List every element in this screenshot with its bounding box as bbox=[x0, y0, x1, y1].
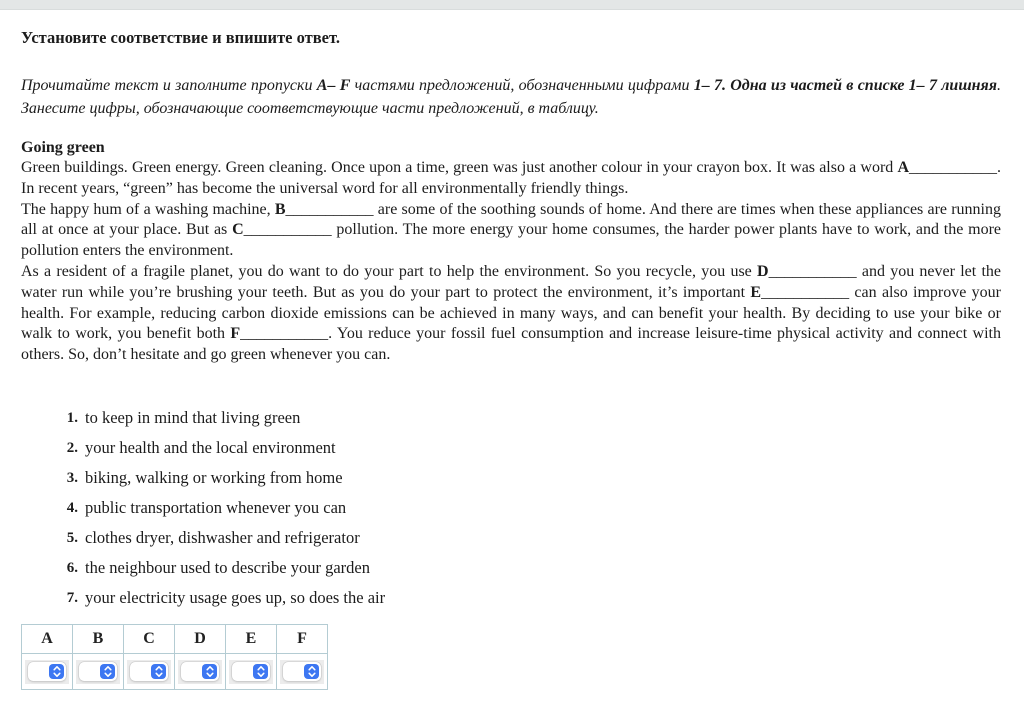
passage-text: ___________ pollution. The more energy your home consumes, the harder power plants have to work, and the more pollution enters the environment. bbox=[21, 221, 1002, 260]
options-list bbox=[61, 408, 1001, 609]
gap-label-f: F bbox=[230, 325, 241, 343]
gap-label-b: B bbox=[274, 200, 286, 218]
option-number: 4. bbox=[66, 499, 78, 516]
passage-text: Green buildings. Green energy. Green cleaning. Once upon a time, green was just another colour in your crayon box. It was also a word bbox=[21, 159, 898, 176]
option-number: 6. bbox=[66, 559, 78, 576]
option-item-6 bbox=[61, 558, 1001, 579]
option-item-7 bbox=[61, 588, 1001, 609]
answer-table-input-row bbox=[22, 654, 328, 690]
up-down-arrows-icon bbox=[202, 664, 217, 679]
answer-column-a: A bbox=[22, 625, 73, 654]
gap-label-a: A bbox=[897, 159, 909, 176]
option-text: to keep in mind that living green bbox=[85, 407, 301, 427]
option-item-1 bbox=[61, 408, 1001, 429]
answer-column-e: E bbox=[226, 625, 277, 654]
top-bar bbox=[0, 0, 1024, 10]
instructions-text-bold: 1– 7. bbox=[693, 77, 726, 94]
instructions-text: . Занесите цифры, обозначающие соответствующие части предложений, в таблицу. bbox=[21, 77, 1002, 117]
option-item-5 bbox=[61, 528, 1001, 549]
answer-column-c: C bbox=[124, 625, 175, 654]
answer-select-f[interactable] bbox=[280, 660, 324, 684]
option-number: 7. bbox=[66, 589, 78, 606]
passage-text: ___________. In recent years, “green” has become the universal word for all environmentally friendly things. bbox=[21, 159, 1001, 197]
option-text: your health and the local environment bbox=[85, 437, 336, 457]
up-down-arrows-icon bbox=[100, 664, 115, 679]
option-number: 5. bbox=[66, 529, 78, 546]
option-text: the neighbour used to describe your garden bbox=[85, 557, 370, 577]
gap-label-c: C bbox=[232, 221, 244, 239]
instructions-paragraph bbox=[21, 74, 1001, 120]
passage-paragraph-3 bbox=[21, 262, 1001, 366]
instructions-text-bold: Одна из частей в списке 1– 7 лишняя bbox=[730, 77, 998, 94]
answer-table bbox=[21, 624, 328, 690]
answer-select-a[interactable] bbox=[25, 660, 69, 684]
up-down-arrows-icon bbox=[304, 664, 319, 679]
answer-column-b: B bbox=[73, 625, 124, 654]
option-item-2 bbox=[61, 438, 1001, 459]
instructions-text: Прочитайте текст и заполните пропуски bbox=[21, 77, 317, 94]
up-down-arrows-icon bbox=[49, 664, 64, 679]
passage-text: As a resident of a fragile planet, you do want to do your part to help the environment. So you recycle, you use bbox=[21, 262, 758, 280]
option-item-3 bbox=[61, 468, 1001, 489]
option-number: 1. bbox=[66, 409, 78, 426]
passage-paragraph-1 bbox=[21, 158, 1001, 200]
option-text: biking, walking or working from home bbox=[85, 467, 343, 487]
gap-label-e: E bbox=[750, 283, 762, 301]
option-text: your electricity usage goes up, so does the air bbox=[85, 587, 386, 607]
answer-select-c[interactable] bbox=[127, 660, 171, 684]
passage-paragraph-2 bbox=[21, 200, 1001, 262]
instructions-text-bold: А– F bbox=[316, 77, 351, 94]
task-heading: Установите соответствие и впишите ответ. bbox=[21, 28, 340, 47]
exercise-page bbox=[0, 10, 1024, 690]
passage-text: ___________ can also improve your health. For example, reducing carbon dioxide emissions can be achieved in many ways, and can benefit your health. By deciding to use your bike or walk to work, you benefit both bbox=[21, 283, 1002, 343]
passage-text: ___________. You reduce your fossil fuel consumption and increase leisure-time physical activity and connect with others. So, don’t hesitate and go green whenever you can. bbox=[21, 325, 1001, 364]
answer-select-b[interactable] bbox=[76, 660, 120, 684]
answer-table-header-row bbox=[22, 625, 328, 654]
passage-title: Going green bbox=[21, 139, 105, 156]
gap-label-d: D bbox=[757, 262, 769, 280]
answer-select-e[interactable] bbox=[229, 660, 273, 684]
option-number: 3. bbox=[66, 469, 78, 486]
passage bbox=[21, 137, 1001, 366]
answer-select-d[interactable] bbox=[178, 660, 222, 684]
up-down-arrows-icon bbox=[151, 664, 166, 679]
passage-text: The happy hum of a washing machine, bbox=[21, 200, 275, 218]
option-item-4 bbox=[61, 498, 1001, 519]
instructions-text: частями предложений, обозначенными цифрами bbox=[350, 77, 694, 94]
passage-text: ___________ are some of the soothing sounds of home. And there are times when these appliances are running all at once at your place. But as bbox=[21, 200, 1002, 239]
up-down-arrows-icon bbox=[253, 664, 268, 679]
passage-text: ___________ and you never let the water run while you’re brushing your teeth. But as you do your part to protect the environment, it’s important bbox=[21, 262, 1001, 301]
option-number: 2. bbox=[66, 439, 78, 456]
answer-column-d: D bbox=[175, 625, 226, 654]
option-text: clothes dryer, dishwasher and refrigerator bbox=[85, 527, 360, 547]
option-text: public transportation whenever you can bbox=[85, 497, 347, 517]
answer-column-f: F bbox=[277, 625, 328, 654]
